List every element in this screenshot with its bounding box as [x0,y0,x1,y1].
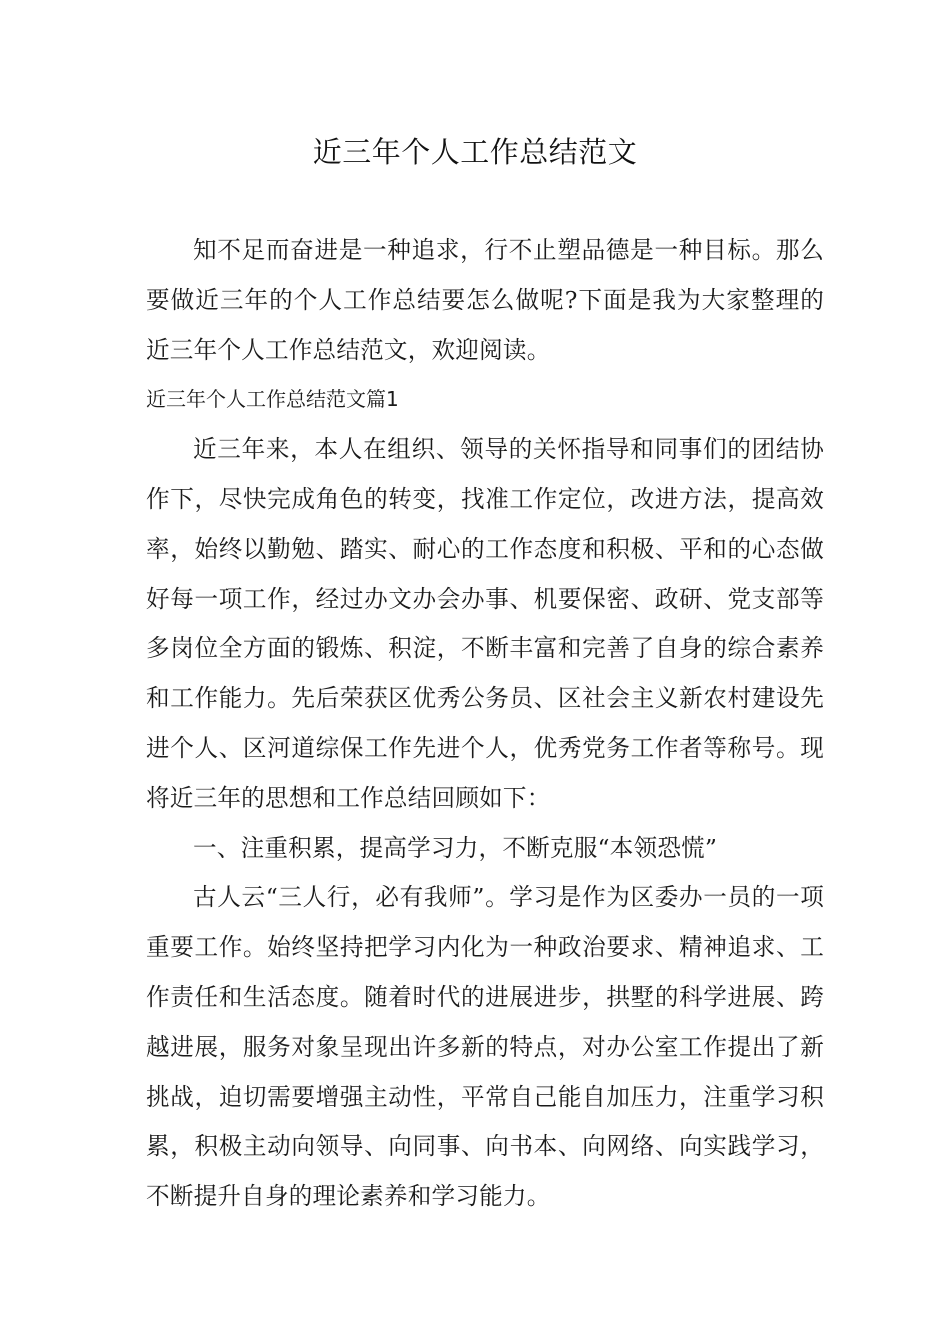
subsection-heading: 一、注重积累，提高学习力，不断克服“本领恐慌” [193,833,718,862]
document-body [146,226,824,1222]
document-title: 近三年个人工作总结范文 [312,135,638,169]
body-paragraph: 古人云“三人行，必有我师”。学习是作为区委办一员的一项重要工作。始终坚持把学习内化为一种政治要求、精神追求、工作责任和生活态度。随着时代的进展进步，拱墅的科学进展、跨越进展，服务对象呈现出许多新的特点，对办公室工作提出了新挑战，迫切需要增强主动性，平常自己能自加压力，注重学习积累，积极主动向领导、向同事、向书本、向网络、向实践学习，不断提升自身的理论素养和学习能力。 [146,883,824,1211]
body-paragraph: 近三年来，本人在组织、领导的关怀指导和同事们的团结协作下，尽快完成角色的转变，找准工作定位，改进方法，提高效率，始终以勤勉、踏实、耐心的工作态度和积极、平和的心态做好每一项工作，经过办文办会办事、机要保密、政研、党支部等多岗位全方面的锻炼、积淀，不断丰富和完善了自身的综合素养和工作能力。先后荣获区优秀公务员、区社会主义新农村建设先进个人、区河道综保工作先进个人，优秀党务工作者等称号。现将近三年的思想和工作总结回顾如下： [146,435,824,812]
intro-paragraph: 知不足而奋进是一种追求，行不止塑品德是一种目标。那么要做近三年的个人工作总结要怎么做呢?下面是我为大家整理的近三年个人工作总结范文，欢迎阅读。 [146,236,824,364]
section-heading: 近三年个人工作总结范文篇1 [146,387,399,412]
